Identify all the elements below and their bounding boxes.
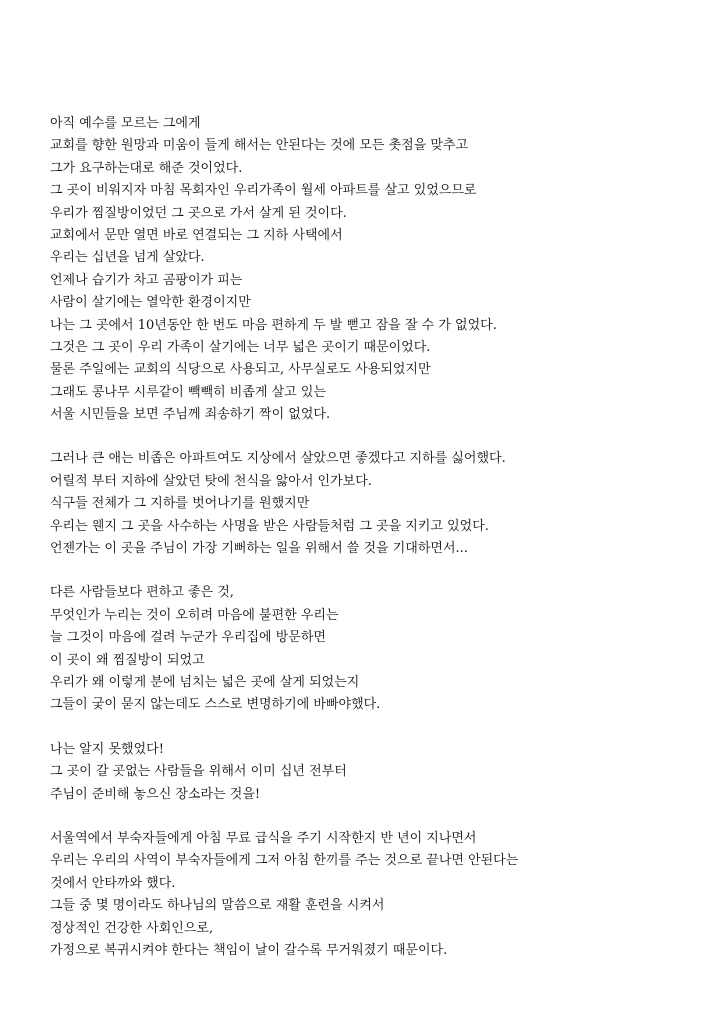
text-line: 우리는 웬지 그 곳을 사수하는 사명을 받은 사람들처럼 그 곳을 지키고 있었다. xyxy=(50,518,489,534)
text-line: 그가 요구하는대로 해준 것이었다. xyxy=(50,160,243,176)
text-line: 그것은 그 곳이 우리 가족이 살기에는 너무 넓은 곳이기 때문이었다. xyxy=(50,339,431,355)
paragraph-1 xyxy=(50,113,710,426)
paragraph-3 xyxy=(50,582,710,716)
text-line: 그들이 궂이 묻지 않는데도 스스로 변명하기에 바빠야했다. xyxy=(50,697,381,713)
text-line: 우리가 찜질방이었던 그 곳으로 가서 살게 된 것이다. xyxy=(50,205,347,221)
text-line: 정상적인 건강한 사회인으로, xyxy=(50,920,214,936)
text-line: 언제나 습기가 차고 곰팡이가 피는 xyxy=(50,272,243,288)
document-page xyxy=(50,113,710,984)
paragraph-2 xyxy=(50,448,710,560)
text-line: 가정으로 복귀시켜야 한다는 책임이 날이 갈수록 무거워졌기 때문이다. xyxy=(50,942,448,958)
text-line: 아직 예수를 모르는 그에게 xyxy=(50,116,201,131)
text-line: 이 곳이 왜 찜질방이 되었고 xyxy=(50,652,205,668)
text-line: 언젠가는 이 곳을 주님이 가장 기뻐하는 일을 위해서 쓸 것을 기대하면서... xyxy=(50,541,468,557)
text-line: 교회를 향한 원망과 미움이 들게 해서는 안된다는 것에 모든 촛점을 맞추고 xyxy=(50,138,469,154)
text-line: 물론 주일에는 교회의 식당으로 사용되고, 사무실로도 사용되었지만 xyxy=(50,362,431,378)
text-line: 사람이 살기에는 열악한 환경이지만 xyxy=(50,295,251,311)
text-line: 교회에서 문만 열면 바로 연결되는 그 지하 사택에서 xyxy=(50,227,343,243)
text-line: 그러나 큰 애는 비좁은 아파트여도 지상에서 살았으면 좋겠다고 지하를 싫어했다. xyxy=(50,451,506,467)
text-line: 서울역에서 부숙자들에게 아침 무료 급식을 주기 시작한지 반 년이 지나면서 xyxy=(50,830,477,846)
text-line: 나는 알지 못했었다! xyxy=(50,741,164,757)
text-line: 늘 그것이 마음에 걸려 누군가 우리집에 방문하면 xyxy=(50,630,326,646)
paragraph-5 xyxy=(50,828,710,962)
text-line: 무엇인가 누리는 것이 오히려 마음에 불편한 우리는 xyxy=(50,607,339,623)
text-line: 서울 시민들을 보면 주님께 죄송하기 짝이 없었다. xyxy=(50,407,331,423)
text-line: 주님이 준비해 놓으신 장소라는 것을! xyxy=(50,786,261,802)
text-line: 다른 사람들보다 편하고 좋은 것, xyxy=(50,585,234,601)
text-line: 우리가 왜 이렇게 분에 넘치는 넓은 곳에 살게 되었는지 xyxy=(50,674,360,690)
text-line: 우리는 우리의 사역이 부숙자들에게 그저 아침 한끼를 주는 것으로 끝나면 안된다는 xyxy=(50,853,519,869)
text-line: 식구들 전체가 그 지하를 벗어나기를 원했지만 xyxy=(50,496,310,512)
text-line: 그 곳이 비워지자 마침 목회자인 우리가족이 월세 아파트를 살고 있었으므로 xyxy=(50,183,477,199)
text-line: 그들 중 몇 명이라도 하나님의 말씀으로 재활 훈련을 시켜서 xyxy=(50,898,385,914)
text-line: 어릴적 부터 지하에 살았던 탓에 천식을 앓아서 인가보다. xyxy=(50,473,372,489)
text-line: 그 곳이 갈 곳없는 사람들을 위해서 이미 십년 전부터 xyxy=(50,764,347,780)
text-line: 것에서 안타까와 했다. xyxy=(50,875,176,891)
text-line: 나는 그 곳에서 10년동안 한 번도 마음 편하게 두 발 뻗고 잠을 잘 수 가 없었다. xyxy=(50,317,497,333)
text-line: 그래도 콩나무 시루같이 빽빽히 비좁게 살고 있는 xyxy=(50,384,326,400)
paragraph-4 xyxy=(50,739,710,806)
text-line: 우리는 십년을 넘게 살았다. xyxy=(50,250,205,266)
